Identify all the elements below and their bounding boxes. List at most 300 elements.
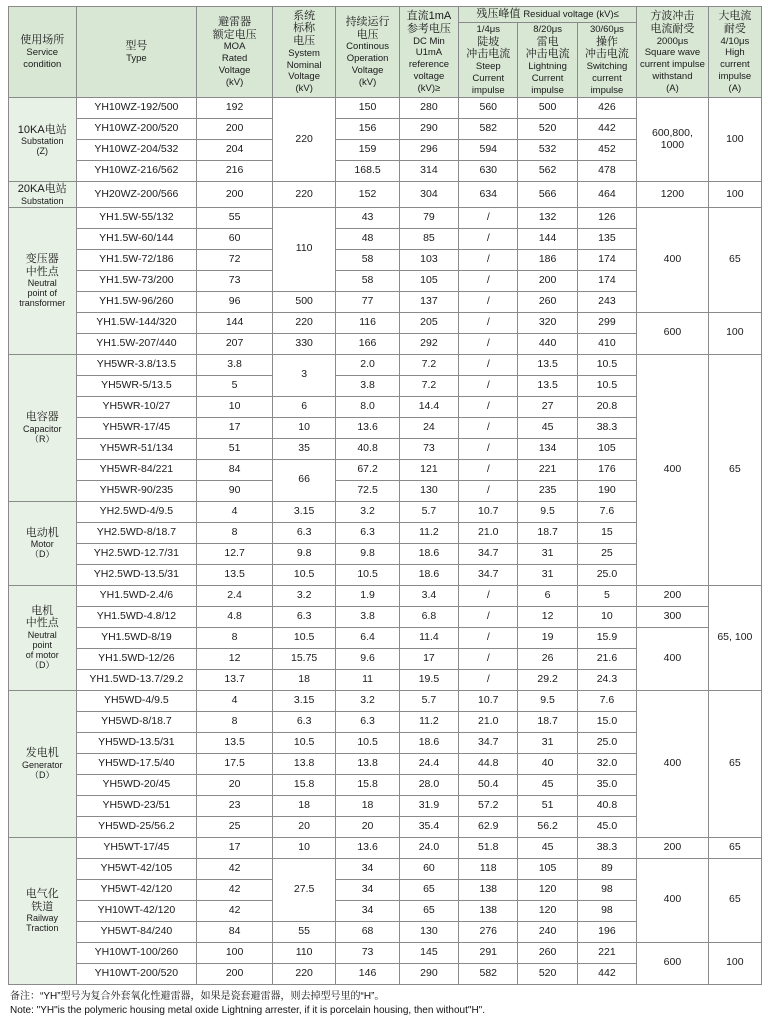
cell-steep: 594	[459, 140, 518, 161]
cell-continuous: 67.2	[336, 459, 399, 480]
cell-nominal: 15.75	[272, 648, 335, 669]
cell-lightning: 18.7	[518, 522, 577, 543]
cell-continuous: 13.6	[336, 837, 399, 858]
cell-steep: 57.2	[459, 795, 518, 816]
cell-type: YH5WD-17.5/40	[76, 753, 197, 774]
cell-rated: 4.8	[197, 606, 273, 627]
cell-dc: 304	[399, 182, 458, 207]
cell-type: YH5WD-8/18.7	[76, 711, 197, 732]
group-label-en: Substation	[20, 195, 64, 206]
cell-high: 65	[708, 690, 761, 837]
cell-dc: 65	[399, 879, 458, 900]
cell-switching: 478	[577, 161, 636, 182]
cell-lightning: 27	[518, 396, 577, 417]
cell-square: 300	[637, 606, 709, 627]
cell-switching: 5	[577, 585, 636, 606]
cell-steep: /	[459, 396, 518, 417]
cell-continuous: 9.6	[336, 648, 399, 669]
cell-lightning: 9.5	[518, 690, 577, 711]
cell-type: YH5WR-10/27	[76, 396, 197, 417]
cell-continuous: 11	[336, 669, 399, 690]
cell-lightning: 6	[518, 585, 577, 606]
cell-steep: 34.7	[459, 564, 518, 585]
col-dc-en4: voltage	[413, 70, 445, 82]
col-high-cn2: 耐受	[723, 22, 746, 35]
cell-dc: 24.4	[399, 753, 458, 774]
cell-switching: 176	[577, 459, 636, 480]
col-steep-en2: Current	[472, 72, 505, 84]
cell-lightning: 235	[518, 480, 577, 501]
cell-dc: 5.7	[399, 690, 458, 711]
cell-rated: 4	[197, 690, 273, 711]
col-steep-current-impulse	[459, 22, 518, 98]
cell-type: YH5WD-25/56.2	[76, 816, 197, 837]
cell-dc: 65	[399, 900, 458, 921]
col-lit-en1: Lightning	[528, 61, 567, 72]
cell-type: YH1.5W-72/186	[76, 249, 197, 270]
table-row	[9, 312, 762, 333]
col-high-en1: High	[725, 47, 745, 59]
cell-continuous: 34	[336, 900, 399, 921]
cell-switching: 24.3	[577, 669, 636, 690]
cell-lightning: 520	[518, 963, 577, 984]
cell-rated: 4	[197, 501, 273, 522]
cell-nominal: 27.5	[272, 858, 335, 921]
group-label-en1: Capacitor	[22, 423, 62, 434]
col-type	[76, 7, 197, 98]
cell-switching: 10	[577, 606, 636, 627]
cell-rated: 13.5	[197, 732, 273, 753]
cell-continuous: 20	[336, 816, 399, 837]
col-high-en2: current	[720, 59, 750, 70]
col-sw-en3: impulse	[590, 84, 624, 96]
group-label-cn: 电容器	[25, 411, 59, 424]
cell-dc: 35.4	[399, 816, 458, 837]
cell-switching: 7.6	[577, 501, 636, 522]
cell-switching: 38.3	[577, 837, 636, 858]
cell-high: 65	[708, 354, 761, 585]
cell-continuous: 2.0	[336, 354, 399, 375]
cell-type: YH5WT-17/45	[76, 837, 197, 858]
cell-lightning: 31	[518, 543, 577, 564]
col-nominal-en2: Nominal	[286, 59, 322, 71]
cell-nominal: 3	[272, 354, 335, 396]
cell-square-l1: 600,800,	[651, 127, 693, 139]
cell-lightning: 31	[518, 564, 577, 585]
col-moa-cn2: 额定电压	[212, 28, 257, 41]
cell-continuous: 72.5	[336, 480, 399, 501]
col-cov-en3: Voltage	[351, 64, 384, 76]
cell-rated: 2.4	[197, 585, 273, 606]
group-label-en2: （R）	[30, 433, 55, 444]
cell-steep: 44.8	[459, 753, 518, 774]
cell-square	[637, 98, 709, 182]
cell-dc: 28.0	[399, 774, 458, 795]
cell-dc: 292	[399, 333, 458, 354]
col-square-en2: current impulse	[639, 59, 705, 70]
cell-continuous: 3.8	[336, 606, 399, 627]
cell-continuous: 10.5	[336, 732, 399, 753]
cell-switching: 25.0	[577, 564, 636, 585]
group-label-en: Substation	[20, 135, 64, 146]
cell-switching: 98	[577, 879, 636, 900]
cell-nominal: 20	[272, 816, 335, 837]
cell-type: YH5WT-42/105	[76, 858, 197, 879]
cell-dc: 85	[399, 228, 458, 249]
cell-continuous: 168.5	[336, 161, 399, 182]
cell-rated: 216	[197, 161, 273, 182]
cell-rated: 13.7	[197, 669, 273, 690]
group-label-cn2: 中性点	[25, 617, 59, 630]
cell-type: YH10WT-100/260	[76, 942, 197, 963]
cell-continuous: 13.6	[336, 417, 399, 438]
cell-switching: 10.5	[577, 354, 636, 375]
cell-lightning: 260	[518, 942, 577, 963]
col-moa-rated-voltage	[197, 7, 273, 98]
table-row	[9, 690, 762, 711]
cell-lightning: 144	[518, 228, 577, 249]
cell-dc: 280	[399, 98, 458, 119]
group-label-cn2: 铁道	[31, 900, 54, 913]
cell-steep: 34.7	[459, 732, 518, 753]
col-square-cn1: 方波冲击	[650, 10, 695, 22]
col-steep-en3: impulse	[471, 84, 505, 96]
group-label-en2: Traction	[26, 922, 59, 933]
cell-type: YH1.5WD-13.7/29.2	[76, 669, 197, 690]
col-cov-cn1: 持续运行	[345, 15, 390, 28]
cell-steep: 276	[459, 921, 518, 942]
cell-lightning: 13.5	[518, 354, 577, 375]
cell-lightning: 12	[518, 606, 577, 627]
cell-lightning: 29.2	[518, 669, 577, 690]
table-row	[9, 98, 762, 119]
cell-rated: 200	[197, 963, 273, 984]
group-label-cn1: 变压器	[25, 253, 59, 266]
cell-switching: 15.0	[577, 711, 636, 732]
cell-type: YH5WT-42/120	[76, 879, 197, 900]
col-high-unit: 4/10μs	[720, 35, 750, 47]
cell-switching: 35.0	[577, 774, 636, 795]
col-moa-unit: (kV)	[225, 76, 244, 88]
cell-dc: 7.2	[399, 354, 458, 375]
group-label-motor-neutral	[9, 585, 77, 690]
cell-high: 100	[708, 182, 761, 207]
footnote	[8, 990, 762, 1019]
cell-nominal: 220	[272, 182, 335, 207]
cell-nominal: 18	[272, 795, 335, 816]
cell-switching: 135	[577, 228, 636, 249]
cell-rated: 51	[197, 438, 273, 459]
cell-nominal: 500	[272, 291, 335, 312]
cell-lightning: 9.5	[518, 501, 577, 522]
cell-dc: 19.5	[399, 669, 458, 690]
cell-rated: 144	[197, 312, 273, 333]
cell-type: YH2.5WD-4/9.5	[76, 501, 197, 522]
cell-type: YH1.5W-96/260	[76, 291, 197, 312]
cell-dc: 137	[399, 291, 458, 312]
cell-square: 200	[637, 585, 709, 606]
col-high-current-impulse	[708, 7, 761, 98]
group-label-motor	[9, 501, 77, 585]
col-cov-en1: Continous	[346, 41, 389, 53]
col-steep-en1: Steep	[475, 61, 501, 72]
cell-steep: 21.0	[459, 711, 518, 732]
cell-switching: 20.8	[577, 396, 636, 417]
cell-lightning: 200	[518, 270, 577, 291]
cell-type: YH1.5W-55/132	[76, 207, 197, 228]
group-label-railway-traction	[9, 837, 77, 984]
cell-lightning: 440	[518, 333, 577, 354]
cell-dc: 290	[399, 963, 458, 984]
cell-continuous: 48	[336, 228, 399, 249]
col-nominal-unit: (kV)	[295, 83, 313, 94]
table-row	[9, 858, 762, 879]
cell-dc: 205	[399, 312, 458, 333]
cell-lightning: 320	[518, 312, 577, 333]
group-label-en1: Railway	[26, 912, 59, 923]
cell-rated: 55	[197, 207, 273, 228]
cell-nominal: 6.3	[272, 711, 335, 732]
cell-nominal: 6	[272, 396, 335, 417]
cell-continuous: 159	[336, 140, 399, 161]
cell-dc: 18.6	[399, 732, 458, 753]
cell-nominal: 330	[272, 333, 335, 354]
cell-lightning: 120	[518, 879, 577, 900]
cell-dc: 290	[399, 119, 458, 140]
cell-switching: 40.8	[577, 795, 636, 816]
cell-steep: /	[459, 270, 518, 291]
cell-switching: 10.5	[577, 375, 636, 396]
cell-switching: 442	[577, 963, 636, 984]
cell-high: 100	[708, 312, 761, 354]
col-nominal-cn1: 系统	[293, 9, 316, 22]
cell-steep: 582	[459, 119, 518, 140]
cell-nominal: 110	[272, 207, 335, 291]
cell-lightning: 13.5	[518, 375, 577, 396]
cell-high: 65	[708, 837, 761, 858]
cell-type: YH5WD-23/51	[76, 795, 197, 816]
col-dc-1ma-reference-voltage	[399, 7, 458, 98]
cell-rated: 17.5	[197, 753, 273, 774]
cell-nominal: 18	[272, 669, 335, 690]
cell-continuous: 146	[336, 963, 399, 984]
group-label-transformer-neutral	[9, 207, 77, 354]
cell-rated: 42	[197, 858, 273, 879]
cell-rated: 60	[197, 228, 273, 249]
cell-square: 400	[637, 627, 709, 690]
cell-lightning: 221	[518, 459, 577, 480]
cell-rated: 42	[197, 879, 273, 900]
cell-rated: 8	[197, 627, 273, 648]
cell-switching: 126	[577, 207, 636, 228]
group-label-cn: 电动机	[25, 526, 59, 539]
cell-dc: 73	[399, 438, 458, 459]
cell-steep: /	[459, 291, 518, 312]
cell-switching: 7.6	[577, 690, 636, 711]
cell-switching: 25.0	[577, 732, 636, 753]
cell-nominal: 3.15	[272, 501, 335, 522]
cell-lightning: 186	[518, 249, 577, 270]
cell-high: 65	[708, 858, 761, 942]
cell-rated: 25	[197, 816, 273, 837]
cell-rated: 192	[197, 98, 273, 119]
col-square-en4: (A)	[666, 82, 679, 94]
cell-square-l2: 1000	[660, 138, 685, 151]
col-dc-en1: DC Min	[413, 35, 445, 47]
cell-continuous: 6.3	[336, 711, 399, 732]
col-type-cn: 型号	[125, 39, 148, 52]
cell-lightning: 31	[518, 732, 577, 753]
cell-type: YH2.5WD-8/18.7	[76, 522, 197, 543]
cell-high: 65	[708, 207, 761, 312]
col-dc-cn2: 参考电压	[406, 22, 451, 35]
cell-lightning: 56.2	[518, 816, 577, 837]
cell-steep: 10.7	[459, 690, 518, 711]
cell-nominal: 3.2	[272, 585, 335, 606]
cell-continuous: 15.8	[336, 774, 399, 795]
cell-steep: 21.0	[459, 522, 518, 543]
col-steep-cn2: 冲击电流	[466, 48, 511, 61]
col-system-nominal-voltage	[272, 7, 335, 98]
cell-steep: 634	[459, 182, 518, 207]
col-dc-en3: reference	[408, 59, 450, 70]
cell-switching: 464	[577, 182, 636, 207]
cell-steep: /	[459, 312, 518, 333]
cell-dc: 121	[399, 459, 458, 480]
cell-continuous: 6.3	[336, 522, 399, 543]
cell-nominal: 10	[272, 837, 335, 858]
cell-high: 100	[708, 942, 761, 984]
col-sw-cn1: 操作	[595, 35, 618, 48]
cell-steep: /	[459, 249, 518, 270]
cell-steep: 582	[459, 963, 518, 984]
cell-steep: /	[459, 648, 518, 669]
cell-type: YH5WR-51/134	[76, 438, 197, 459]
cell-switching: 32.0	[577, 753, 636, 774]
cell-switching: 221	[577, 942, 636, 963]
cell-rated: 84	[197, 921, 273, 942]
cell-switching: 89	[577, 858, 636, 879]
cell-steep: /	[459, 627, 518, 648]
cell-square: 400	[637, 207, 709, 312]
cell-switching: 21.6	[577, 648, 636, 669]
cell-continuous: 166	[336, 333, 399, 354]
cell-nominal: 10.5	[272, 564, 335, 585]
group-label-en1: Generator	[21, 759, 63, 770]
cell-dc: 11.2	[399, 522, 458, 543]
cell-lightning: 40	[518, 753, 577, 774]
col-lightning-current-impulse	[518, 22, 577, 98]
cell-type: YH5WR-84/221	[76, 459, 197, 480]
cell-type: YH1.5WD-8/19	[76, 627, 197, 648]
col-dc-cn1: 直流1mA	[406, 10, 452, 22]
table-row	[9, 627, 762, 648]
group-label-cn2: 中性点	[25, 265, 59, 278]
cell-type: YH5WD-20/45	[76, 774, 197, 795]
cell-steep: /	[459, 417, 518, 438]
col-service-condition-en1: Service	[26, 46, 59, 58]
col-type-en: Type	[126, 52, 147, 64]
group-label-code: (Z)	[36, 145, 48, 156]
cell-nominal: 35	[272, 438, 335, 459]
col-cov-unit: (kV)	[358, 76, 377, 88]
cell-nominal: 220	[272, 963, 335, 984]
cell-continuous: 8.0	[336, 396, 399, 417]
cell-rated: 12.7	[197, 543, 273, 564]
cell-dc: 314	[399, 161, 458, 182]
cell-type: YH10WZ-200/520	[76, 119, 197, 140]
cell-dc: 24	[399, 417, 458, 438]
cell-nominal: 9.8	[272, 543, 335, 564]
cell-dc: 17	[399, 648, 458, 669]
cell-steep: 62.9	[459, 816, 518, 837]
cell-continuous: 150	[336, 98, 399, 119]
col-lit-cn1: 雷电	[536, 35, 559, 48]
cell-lightning: 520	[518, 119, 577, 140]
cell-continuous: 18	[336, 795, 399, 816]
cell-rated: 42	[197, 900, 273, 921]
cell-steep: 291	[459, 942, 518, 963]
cell-steep: 138	[459, 879, 518, 900]
cell-rated: 96	[197, 291, 273, 312]
cell-lightning: 45	[518, 774, 577, 795]
group-label-generator	[9, 690, 77, 837]
cell-rated: 8	[197, 522, 273, 543]
cell-rated: 5	[197, 375, 273, 396]
cell-steep: /	[459, 375, 518, 396]
col-nominal-en3: Voltage	[288, 71, 320, 83]
cell-continuous: 10.5	[336, 564, 399, 585]
cell-square: 1200	[637, 182, 709, 207]
table-row	[9, 182, 762, 207]
group-label-en4: （D）	[30, 660, 55, 671]
col-residual-voltage-group	[459, 7, 637, 23]
cell-steep: 51.8	[459, 837, 518, 858]
col-cov-en2: Operation	[346, 53, 389, 65]
group-label-en1: Neutral	[27, 277, 57, 288]
col-moa-en3: Voltage	[218, 64, 251, 76]
col-cov-cn2: 电压	[356, 28, 379, 41]
col-lit-cn2: 冲击电流	[525, 48, 570, 61]
cell-dc: 60	[399, 858, 458, 879]
cell-lightning: 45	[518, 837, 577, 858]
col-square-wave-withstand	[637, 7, 709, 98]
col-nominal-cn2: 标称	[293, 22, 316, 35]
col-square-en3: withstand	[652, 70, 693, 82]
cell-type: YH10WT-200/520	[76, 963, 197, 984]
cell-rated: 90	[197, 480, 273, 501]
cell-type: YH1.5WD-4.8/12	[76, 606, 197, 627]
cell-continuous: 43	[336, 207, 399, 228]
col-square-cn2: 电流耐受	[650, 22, 695, 35]
col-lit-en3: impulse	[531, 84, 564, 96]
cell-square: 200	[637, 837, 709, 858]
cell-type: YH5WD-13.5/31	[76, 732, 197, 753]
table-row	[9, 837, 762, 858]
cell-dc: 18.6	[399, 543, 458, 564]
cell-switching: 174	[577, 249, 636, 270]
cell-lightning: 260	[518, 291, 577, 312]
cell-nominal: 10	[272, 417, 335, 438]
cell-steep: /	[459, 669, 518, 690]
cell-type: YH5WD-4/9.5	[76, 690, 197, 711]
cell-rated: 12	[197, 648, 273, 669]
cell-nominal: 6.3	[272, 522, 335, 543]
cell-rated: 10	[197, 396, 273, 417]
cell-steep: /	[459, 333, 518, 354]
cell-dc: 5.7	[399, 501, 458, 522]
cell-continuous: 6.4	[336, 627, 399, 648]
